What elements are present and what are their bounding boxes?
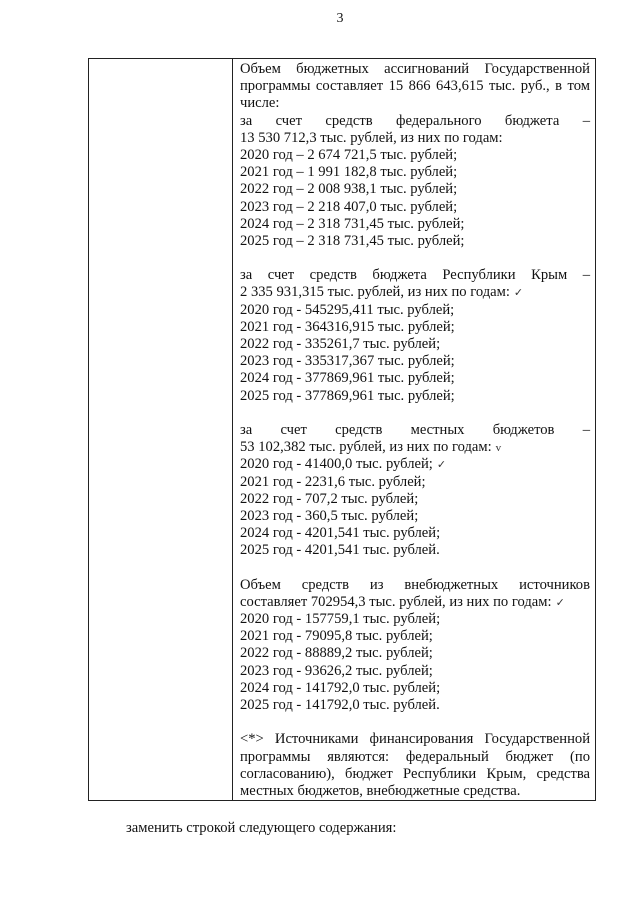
local-intro-text: 53 102,382 тыс. рублей, из них по годам: xyxy=(240,439,492,456)
crimea-year-line: 2024 год - 377869,961 тыс. рублей; xyxy=(240,370,455,387)
crimea-year-line: 2023 год - 335317,367 тыс. рублей; xyxy=(240,353,455,370)
extra-intro-text: составляет 702954,3 тыс. рублей, из них по годам: xyxy=(240,593,552,610)
paragraph-gap xyxy=(240,559,590,576)
page-number: 3 xyxy=(336,11,344,26)
crimea-year-line: 2020 год - 545295,411 тыс. рублей; xyxy=(240,301,455,318)
extra-intro xyxy=(240,594,590,611)
note-line: местных бюджетов, внебюджетные средства. xyxy=(240,782,521,799)
extra-intro: Объем средств из внебюджетных источников xyxy=(240,576,590,593)
local-year-line: 2022 год - 707,2 тыс. рублей; xyxy=(240,490,419,507)
extra-year-line: 2020 год - 157759,1 тыс. рублей; xyxy=(240,611,441,627)
extra-year-line: 2022 год - 88889,2 тыс. рублей; xyxy=(240,645,433,662)
paragraph-gap xyxy=(240,250,590,267)
federal-year-line: 2020 год – 2 674 721,5 тыс. рублей; xyxy=(240,146,458,163)
replacement-instruction: заменить строкой следующего содержания: xyxy=(126,820,397,836)
extra-year-line: 2025 год - 141792,0 тыс. рублей. xyxy=(240,696,440,713)
v-mark-icon: v xyxy=(495,442,502,455)
total-line: Объем бюджетных ассигнований Государственной xyxy=(240,61,590,77)
total-line: программы составляет 15 866 643,615 тыс. руб., в том xyxy=(240,78,590,95)
local-year-line: 2025 год - 4201,541 тыс. рублей. xyxy=(240,542,440,559)
local-year-line: 2023 год - 360,5 тыс. рублей; xyxy=(240,507,419,524)
extra-year-line: 2024 год - 141792,0 тыс. рублей; xyxy=(240,679,441,696)
total-line: числе: xyxy=(240,95,280,112)
local-year-line: 2021 год - 2231,6 тыс. рублей; xyxy=(240,473,426,490)
note-line: программы являются: федеральный бюджет (по xyxy=(240,748,590,765)
crimea-year-line: 2022 год - 335261,7 тыс. рублей; xyxy=(240,336,441,352)
federal-year-line: 2022 год – 2 008 938,1 тыс. рублей; xyxy=(240,181,458,198)
federal-year-line: 2021 год – 1 991 182,8 тыс. рублей; xyxy=(240,164,458,181)
note-line: <*> Источниками финансирования Государственной xyxy=(240,731,590,748)
check-mark-icon: ✓ xyxy=(555,596,565,609)
funding-cell xyxy=(240,61,590,800)
paragraph-gap xyxy=(240,714,590,731)
crimea-year-line: 2021 год - 364316,915 тыс. рублей; xyxy=(240,318,455,335)
crimea-intro-text: 2 335 931,315 тыс. рублей, из них по годам: xyxy=(240,284,510,301)
local-year-line xyxy=(240,456,590,473)
local-year-text: 2020 год - 41400,0 тыс. рублей; xyxy=(240,456,433,473)
federal-intro: за счет средств федерального бюджета – xyxy=(240,112,590,129)
table-column-divider xyxy=(232,59,233,800)
crimea-intro: за счет средств бюджета Республики Крым – xyxy=(240,267,590,284)
check-mark-icon: ✓ xyxy=(513,287,524,300)
check-mark-icon: ✓ xyxy=(436,459,447,472)
federal-intro: 13 530 712,3 тыс. рублей, из них по годам: xyxy=(240,129,503,146)
crimea-year-line: 2025 год - 377869,961 тыс. рублей; xyxy=(240,387,455,404)
federal-year-line: 2024 год – 2 318 731,45 тыс. рублей; xyxy=(240,215,465,232)
extra-year-line: 2023 год - 93626,2 тыс. рублей; xyxy=(240,662,433,679)
budget-table xyxy=(88,58,596,801)
note-line: согласованию), бюджет Республики Крым, средства xyxy=(240,765,590,782)
federal-year-line: 2023 год – 2 218 407,0 тыс. рублей; xyxy=(240,198,458,215)
paragraph-gap xyxy=(240,405,590,422)
extra-year-line: 2021 год - 79095,8 тыс. рублей; xyxy=(240,628,433,645)
federal-year-line: 2025 год – 2 318 731,45 тыс. рублей; xyxy=(240,232,465,249)
local-year-line: 2024 год - 4201,541 тыс. рублей; xyxy=(240,525,441,542)
local-intro: за счет средств местных бюджетов – xyxy=(240,421,590,438)
crimea-intro xyxy=(240,284,590,301)
local-intro xyxy=(240,439,590,456)
